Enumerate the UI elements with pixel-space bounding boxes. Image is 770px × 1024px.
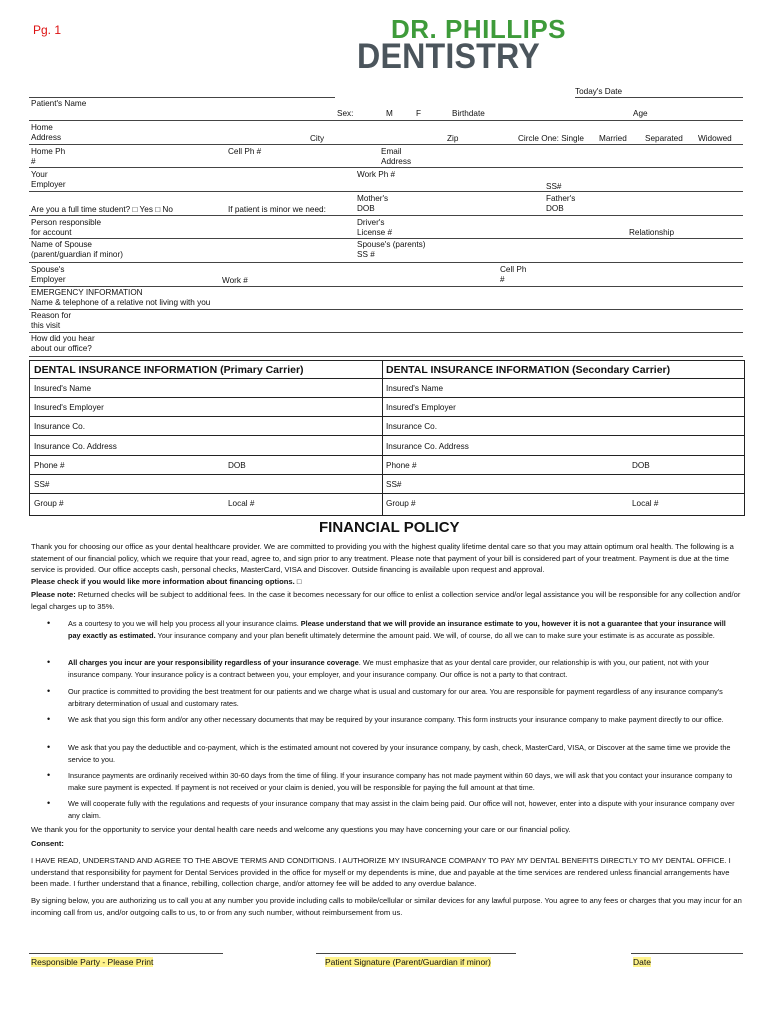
- patients-name-field[interactable]: [29, 120, 743, 121]
- emergency-info-label: EMERGENCY INFORMATION: [31, 288, 143, 297]
- insurance-row-line: [29, 474, 744, 475]
- your-employer-label: Your Employer: [31, 170, 66, 189]
- policy-item-1: [68, 618, 738, 641]
- primary-phone[interactable]: Phone #: [34, 461, 65, 470]
- person-responsible-label: Person responsible for account: [31, 218, 102, 237]
- bullet-icon: •: [47, 657, 51, 667]
- insurance-divider: [382, 360, 383, 515]
- secondary-group[interactable]: Group #: [386, 499, 416, 508]
- primary-local[interactable]: Local #: [228, 499, 255, 508]
- secondary-phone[interactable]: Phone #: [386, 461, 417, 470]
- bullet-icon: •: [47, 798, 51, 808]
- secondary-ss[interactable]: SS#: [386, 480, 402, 489]
- financing-info-checkbox[interactable]: Please check if you would like more information about financing options. □: [31, 577, 302, 586]
- employer-field[interactable]: [29, 191, 743, 192]
- consent-label: Consent:: [31, 839, 64, 848]
- responsible-party-text: Responsible Party - Please Print: [31, 957, 154, 967]
- cell-phone-label: Cell Ph #: [228, 147, 262, 156]
- bullet-icon: •: [47, 742, 51, 752]
- consent-paragraph: I HAVE READ, UNDERSTAND AND AGREE TO THE ABOVE TERMS AND CONDITIONS. I AUTHORIZE MY INSURANCE COMPANY TO PAY MY DENTAL BENEFITS DIRECTLY TO MY DENTAL OFFICE. I understand that responsibility for payment for Dental Services provided in the office for myself or my dependents is mine, due and payable at the time services are rendered unless financial arrangements have been made. I further understand that a finance, rebilling, collection charge, and/or attorney fee will be added to any overdue balance.: [31, 856, 731, 889]
- secondary-insureds-employer[interactable]: Insured's Employer: [386, 403, 456, 412]
- spouses-ss-label: Spouse's (parents) SS #: [357, 240, 426, 259]
- relationship-label: Relationship: [629, 228, 675, 237]
- secondary-dob[interactable]: DOB: [632, 461, 650, 470]
- logo-line-2: DENTISTRY: [357, 37, 540, 76]
- note-text: Returned checks will be subject to additional fees. In the case it becomes necessary for our office to enlist a collection service and/or legal assistance you will be responsible for any collection and/or legal charges up to 35%.: [31, 590, 741, 611]
- sex-f-option[interactable]: F: [416, 109, 422, 118]
- drivers-license-label: Driver's License #: [357, 218, 393, 237]
- email-address-label: Email Address: [381, 147, 412, 166]
- primary-ss[interactable]: SS#: [34, 480, 50, 489]
- primary-dob[interactable]: DOB: [228, 461, 246, 470]
- primary-insurance-co[interactable]: Insurance Co.: [34, 422, 85, 431]
- spouses-employer-label: Spouse's Employer: [31, 265, 66, 284]
- insurance-row-line: [29, 455, 744, 456]
- sex-m-option[interactable]: M: [386, 109, 393, 118]
- secondary-insurance-co[interactable]: Insurance Co.: [386, 422, 437, 431]
- policy-item-3: Our practice is committed to providing the best treatment for our patients and we charge what is usual and customary for our area. You are responsible for payment regardless of any insurance company's arbitrary determination of usual and customary rates.: [68, 687, 723, 708]
- age-label: Age: [633, 109, 648, 118]
- name-of-spouse-label: Name of Spouse (parent/guardian if minor): [31, 240, 123, 259]
- insurance-row-line: [29, 397, 744, 398]
- policy-item-1-post: Your insurance company and your plan benefit ultimately determine the amount paid. We will, of course, do all we can to make sure your estimate is as accurate as possible.: [155, 630, 715, 640]
- home-address-label: Home Address: [31, 123, 62, 142]
- spouse-field[interactable]: [29, 262, 743, 263]
- thanks-paragraph: We thank you for the opportunity to service your dental health care needs and welcome any questions you may have concerning your care or our financial policy.: [31, 825, 571, 834]
- insurance-row-line: [29, 493, 744, 494]
- patients-name-label: Patient's Name: [31, 99, 87, 108]
- secondary-insureds-name[interactable]: Insured's Name: [386, 384, 444, 393]
- spouse-cell-phone-label: Cell Ph #: [500, 265, 527, 284]
- full-time-student-question[interactable]: Are you a full time student? □ Yes □ No: [31, 205, 173, 214]
- separated-option[interactable]: Separated: [645, 134, 683, 143]
- policy-item-5: We ask that you pay the deductible and co-payment, which is the estimated amount not covered by your insurance company, by cash, check, MasterCard, VISA, or Discover at the same time we provide the service to you.: [68, 743, 731, 764]
- bullet-icon: •: [47, 714, 51, 724]
- patient-signature-label: [325, 957, 491, 967]
- page-label: Pg. 1: [33, 23, 62, 37]
- policy-item-2: [68, 657, 738, 680]
- primary-insureds-employer[interactable]: Insured's Employer: [34, 403, 104, 412]
- work-number-label: Work #: [222, 276, 248, 285]
- note-paragraph: [31, 589, 743, 612]
- financial-policy-title: FINANCIAL POLICY: [319, 519, 460, 536]
- widowed-option[interactable]: Widowed: [698, 134, 732, 143]
- home-phone-label: Home Ph #: [31, 147, 66, 166]
- note-label: Please note:: [31, 590, 76, 599]
- patient-signature-line[interactable]: [316, 953, 516, 954]
- if-minor-label: If patient is minor we need:: [228, 205, 326, 214]
- how-did-you-hear-field[interactable]: [29, 356, 743, 357]
- work-phone-label: Work Ph #: [357, 170, 396, 179]
- person-responsible-field[interactable]: [29, 238, 743, 239]
- insurance-row-line: [29, 416, 744, 417]
- city-label: City: [310, 134, 325, 143]
- top-divider: [29, 97, 335, 98]
- reason-field[interactable]: [29, 332, 743, 333]
- policy-item-2-bold: All charges you incur are your responsibility regardless of your insurance coverage: [68, 658, 359, 667]
- home-address-field[interactable]: [29, 144, 743, 145]
- spouses-employer-field[interactable]: [29, 286, 743, 287]
- sex-label: Sex:: [337, 109, 354, 118]
- todays-date-field[interactable]: [575, 97, 743, 98]
- date-label: [633, 957, 651, 967]
- primary-group[interactable]: Group #: [34, 499, 64, 508]
- married-option[interactable]: Married: [599, 134, 627, 143]
- mothers-dob-label: Mother's DOB: [357, 194, 389, 213]
- emergency-field[interactable]: [29, 309, 743, 310]
- todays-date-label: Today's Date: [575, 87, 623, 96]
- bullet-icon: •: [47, 686, 51, 696]
- policy-item-7: We will cooperate fully with the regulations and requests of your insurance company that may assist in the claim being paid. Our office will not, however, enter into a dispute with your insurance company over any claim.: [68, 799, 735, 820]
- primary-insurance-co-address[interactable]: Insurance Co. Address: [34, 442, 117, 451]
- policy-item-4: We ask that you sign this form and/or any other necessary documents that may be required by your insurance company. This form instructs your insurance company to make payment directly to our office.: [68, 715, 724, 724]
- zip-label: Zip: [447, 134, 459, 143]
- secondary-local[interactable]: Local #: [632, 499, 659, 508]
- marital-status-label: Circle One: Single: [518, 134, 584, 143]
- student-field[interactable]: [29, 215, 743, 216]
- bullet-icon: •: [47, 618, 51, 628]
- responsible-party-line[interactable]: [29, 953, 223, 954]
- logo-line-1: DR. PHILLIPS: [391, 14, 567, 44]
- how-did-you-hear-label: How did you hear about our office?: [31, 334, 95, 353]
- responsible-party-label: [31, 957, 153, 967]
- policy-item-1-bold: Please understand that we will provide an insurance estimate to you, however it is not a guarantee that your insurance will pay exactly as estimated.: [68, 619, 726, 640]
- calls-paragraph: By signing below, you are authorizing us to call you at any number you provide including calls to mobile/cellular or similar devices for any lawful purpose. You agree to any fees or charges that you may incur for an incoming call from us, and/or outgoing calls to us, to or from any such number, without reimbursement from us.: [31, 896, 742, 917]
- policy-item-1-pre: As a courtesy to you we will help you process all your insurance claims.: [68, 619, 301, 628]
- emergency-relative-label: Name & telephone of a relative not living with you: [31, 298, 211, 307]
- reason-for-visit-label: Reason for this visit: [31, 311, 72, 330]
- primary-carrier-title: DENTAL INSURANCE INFORMATION (Primary Carrier): [34, 364, 304, 376]
- bullet-icon: •: [47, 770, 51, 780]
- primary-insureds-name[interactable]: Insured's Name: [34, 384, 92, 393]
- policy-item-6: Insurance payments are ordinarily received within 30-60 days from the time of filing. If your insurance company has not made payment within 60 days, we will ask that you contact your insurance company to make sure payment is expected. If payment is not received or your claim is denied, you will be responsible for paying the full amount at that time.: [68, 771, 733, 792]
- patient-signature-text: Patient Signature (Parent/Guardian if minor): [325, 957, 491, 967]
- intro-paragraph: Thank you for choosing our office as your dental healthcare provider. We are committed to providing you with the highest quality lifetime dental care so that you may attain optimum oral health. The following is a statement of our financial policy, which we require that your read, agree to, and sign prior to any treatment. Please note that payment of your bill is considered part of your treatment. Payment is due at the time service is provided. Our office accepts cash, personal checks, MasterCard, VISA and Discover. Outside financing is available upon request and approval.: [31, 542, 734, 575]
- insurance-row-line: [29, 378, 744, 379]
- birthdate-label: Birthdate: [452, 109, 485, 118]
- policy-item-2-post: . We must emphasize that as your dental care provider, our relationship is with you, our patient, not with your insurance company. Your insurance policy is a contract between you, your employer, and your insurance company. Our office is not a party to that contract.: [68, 658, 710, 679]
- insurance-row-line: [29, 435, 744, 436]
- date-text: Date: [633, 957, 651, 967]
- secondary-insurance-co-address[interactable]: Insurance Co. Address: [386, 442, 469, 451]
- ss-label: SS#: [546, 182, 562, 191]
- phone-email-field[interactable]: [29, 167, 743, 168]
- fathers-dob-label: Father's DOB: [546, 194, 576, 213]
- secondary-carrier-title: DENTAL INSURANCE INFORMATION (Secondary Carrier): [386, 364, 671, 376]
- date-line[interactable]: [631, 953, 743, 954]
